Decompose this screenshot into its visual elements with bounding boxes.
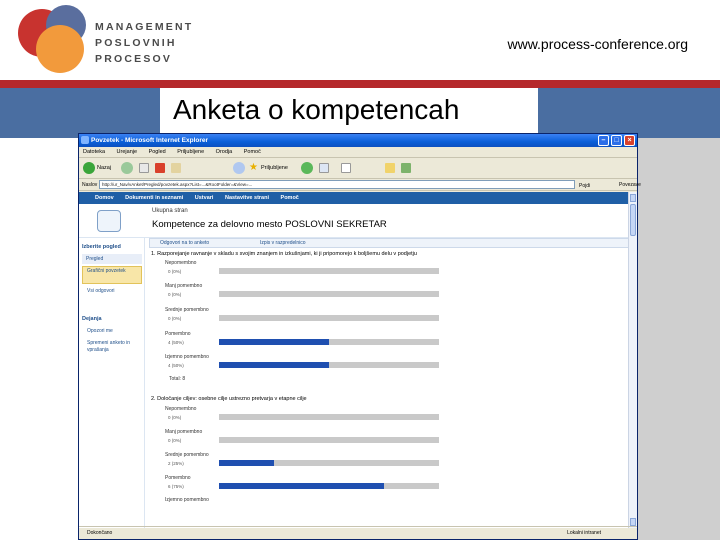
slide-left-margin: [0, 138, 78, 540]
q2-bar: [219, 414, 439, 420]
menu-favorites[interactable]: Priljubljene: [177, 149, 205, 155]
q2-bar: [219, 437, 439, 443]
q2-bar: [219, 460, 439, 466]
messenger-icon[interactable]: [401, 163, 411, 173]
links-button[interactable]: Povezave: [619, 182, 641, 188]
site-url: www.process-conference.org: [507, 36, 688, 52]
status-bar: [79, 526, 637, 539]
favorites-icon[interactable]: ★: [249, 162, 258, 173]
question-2: 2. Določanje ciljev: osebne cilje ustrezno pretvarja v etapne cilje: [151, 396, 307, 402]
menu-file[interactable]: Datoteka: [83, 149, 106, 155]
q1-answer-label: Izjemno pomembno: [165, 354, 209, 360]
action-alert-me[interactable]: Opozori me: [87, 328, 113, 334]
mail-icon[interactable]: [319, 163, 329, 173]
q2-answer-label: Srednje pomembno: [165, 452, 209, 458]
forward-icon[interactable]: [121, 162, 133, 174]
survey-results: [149, 238, 629, 528]
folder-icon[interactable]: [385, 163, 395, 173]
q1-bar-fill: [219, 339, 329, 345]
search-icon[interactable]: [233, 162, 245, 174]
slide-header: [0, 0, 720, 80]
browser-toolbar: [79, 158, 637, 179]
q1-bar: [219, 291, 439, 297]
print-icon[interactable]: [341, 163, 351, 173]
view-heading: Izberite pogled: [82, 244, 121, 250]
action-modify-survey[interactable]: Spremeni anketo in vprašanja: [87, 340, 131, 353]
home-icon[interactable]: [171, 163, 181, 173]
browser-window: [78, 133, 641, 540]
page-subtitle: Ukupna stran: [152, 208, 188, 214]
q1-total: Total: 8: [169, 376, 186, 382]
scroll-down-icon[interactable]: [630, 518, 636, 526]
slide-title: Anketa o kompetencah: [173, 94, 460, 125]
q2-bar: [219, 483, 439, 489]
q1-bar-fill: [219, 362, 329, 368]
q2-answer-pct: 2 (25%): [168, 461, 184, 466]
menu-tools[interactable]: Orodja: [215, 149, 233, 155]
q1-answer-pct: 4 (50%): [168, 340, 184, 345]
nav-item-graphical-summary[interactable]: Grafični povzetek: [82, 266, 142, 284]
menu-bar: [79, 147, 637, 158]
menu-edit[interactable]: Urejanje: [116, 149, 138, 155]
q1-bar: [219, 315, 439, 321]
close-button[interactable]: ×: [624, 135, 635, 146]
browser-titlebar[interactable]: [79, 134, 637, 147]
q2-answer-pct: 6 (75%): [168, 484, 184, 489]
address-input[interactable]: http://ur_Nav/vAnket/Pregled/povzetek.aspx?List=...&RootFolder=&View=...: [99, 180, 575, 189]
logo-text-line1: MANAGEMENT: [95, 21, 194, 33]
back-label[interactable]: Nazaj: [97, 165, 112, 171]
q2-bar-fill: [219, 483, 384, 489]
vertical-scrollbar[interactable]: [628, 192, 637, 528]
q1-answer-pct: 0 (0%): [168, 316, 182, 321]
logo-circles-icon: [14, 3, 94, 77]
q2-answer-label: Manj pomembno: [165, 429, 203, 435]
nav-documents[interactable]: Dokumenti in seznami: [125, 195, 184, 201]
address-bar: [79, 179, 641, 191]
page-content: [79, 192, 637, 528]
results-toolbar: [149, 238, 629, 248]
scrollbar-thumb[interactable]: [630, 204, 636, 236]
ie-icon: [81, 136, 89, 144]
export-button[interactable]: Izpis v razpredelnico: [260, 240, 306, 246]
q2-answer-pct: 0 (0%): [168, 415, 182, 420]
nav-help[interactable]: Pomoč: [280, 195, 299, 201]
scroll-up-icon[interactable]: [630, 194, 636, 202]
actions-heading: Dejanja: [82, 316, 102, 322]
nav-item-overview[interactable]: Pregled: [82, 254, 142, 264]
q2-bar-fill: [219, 460, 274, 466]
q1-answer-pct: 0 (0%): [168, 292, 182, 297]
q2-answer-pct: 0 (0%): [168, 438, 182, 443]
respond-button[interactable]: Odgovori na to anketo: [160, 240, 210, 246]
address-label: Naslov: [82, 182, 98, 188]
go-button[interactable]: Pojdi: [579, 183, 591, 189]
nav-home[interactable]: Domov: [95, 195, 114, 201]
survey-icon: [97, 210, 121, 232]
q1-bar: [219, 362, 439, 368]
logo-text-line3: PROCESOV: [95, 53, 173, 65]
q2-answer-label: Izjemno pomembno: [165, 497, 209, 503]
q1-answer-label: Nepomembno: [165, 260, 197, 266]
back-icon[interactable]: [83, 162, 95, 174]
q1-answer-pct: 4 (50%): [168, 363, 184, 368]
window-title: Povzetek - Microsoft Internet Explorer: [91, 137, 209, 144]
left-nav: [79, 238, 145, 528]
q2-answer-label: Pomembno: [165, 475, 191, 481]
question-1: 1. Razporejanje ravnanje v skladu s svojim znanjem in izkušnjami, ki ji pripomorejo k boljšemu delu v podjetju: [151, 251, 417, 257]
q1-answer-label: Manj pomembno: [165, 283, 203, 289]
q1-answer-label: Pomembno: [165, 331, 191, 337]
minimize-button[interactable]: –: [598, 135, 609, 146]
refresh-icon[interactable]: [155, 163, 165, 173]
q1-bar: [219, 268, 439, 274]
menu-help[interactable]: Pomoč: [243, 149, 261, 155]
q1-answer-label: Srednje pomembno: [165, 307, 209, 313]
maximize-button[interactable]: □: [611, 135, 622, 146]
nav-settings[interactable]: Nastavitve strani: [224, 195, 269, 201]
favorites-label[interactable]: Priljubljene: [261, 165, 288, 171]
q1-answer-pct: 0 (0%): [168, 269, 182, 274]
slide-right-margin: [638, 138, 720, 540]
nav-create[interactable]: Ustvari: [194, 195, 214, 201]
stop-icon[interactable]: [139, 163, 149, 173]
menu-view[interactable]: Pogled: [148, 149, 166, 155]
media-icon[interactable]: [301, 162, 313, 174]
site-nav: [79, 192, 637, 204]
nav-item-all-responses[interactable]: Vsi odgovori: [87, 288, 115, 294]
q2-answer-label: Nepomembno: [165, 406, 197, 412]
logo-text-line2: POSLOVNIH: [95, 37, 177, 49]
security-zone: Lokalni intranet: [567, 530, 601, 536]
title-band-accent: [0, 80, 720, 88]
q1-bar: [219, 339, 439, 345]
page-title: Kompetence za delovno mesto POSLOVNI SEKRETAR: [152, 219, 387, 230]
page-header: [79, 204, 637, 238]
status-text: Dokončano: [87, 530, 113, 536]
